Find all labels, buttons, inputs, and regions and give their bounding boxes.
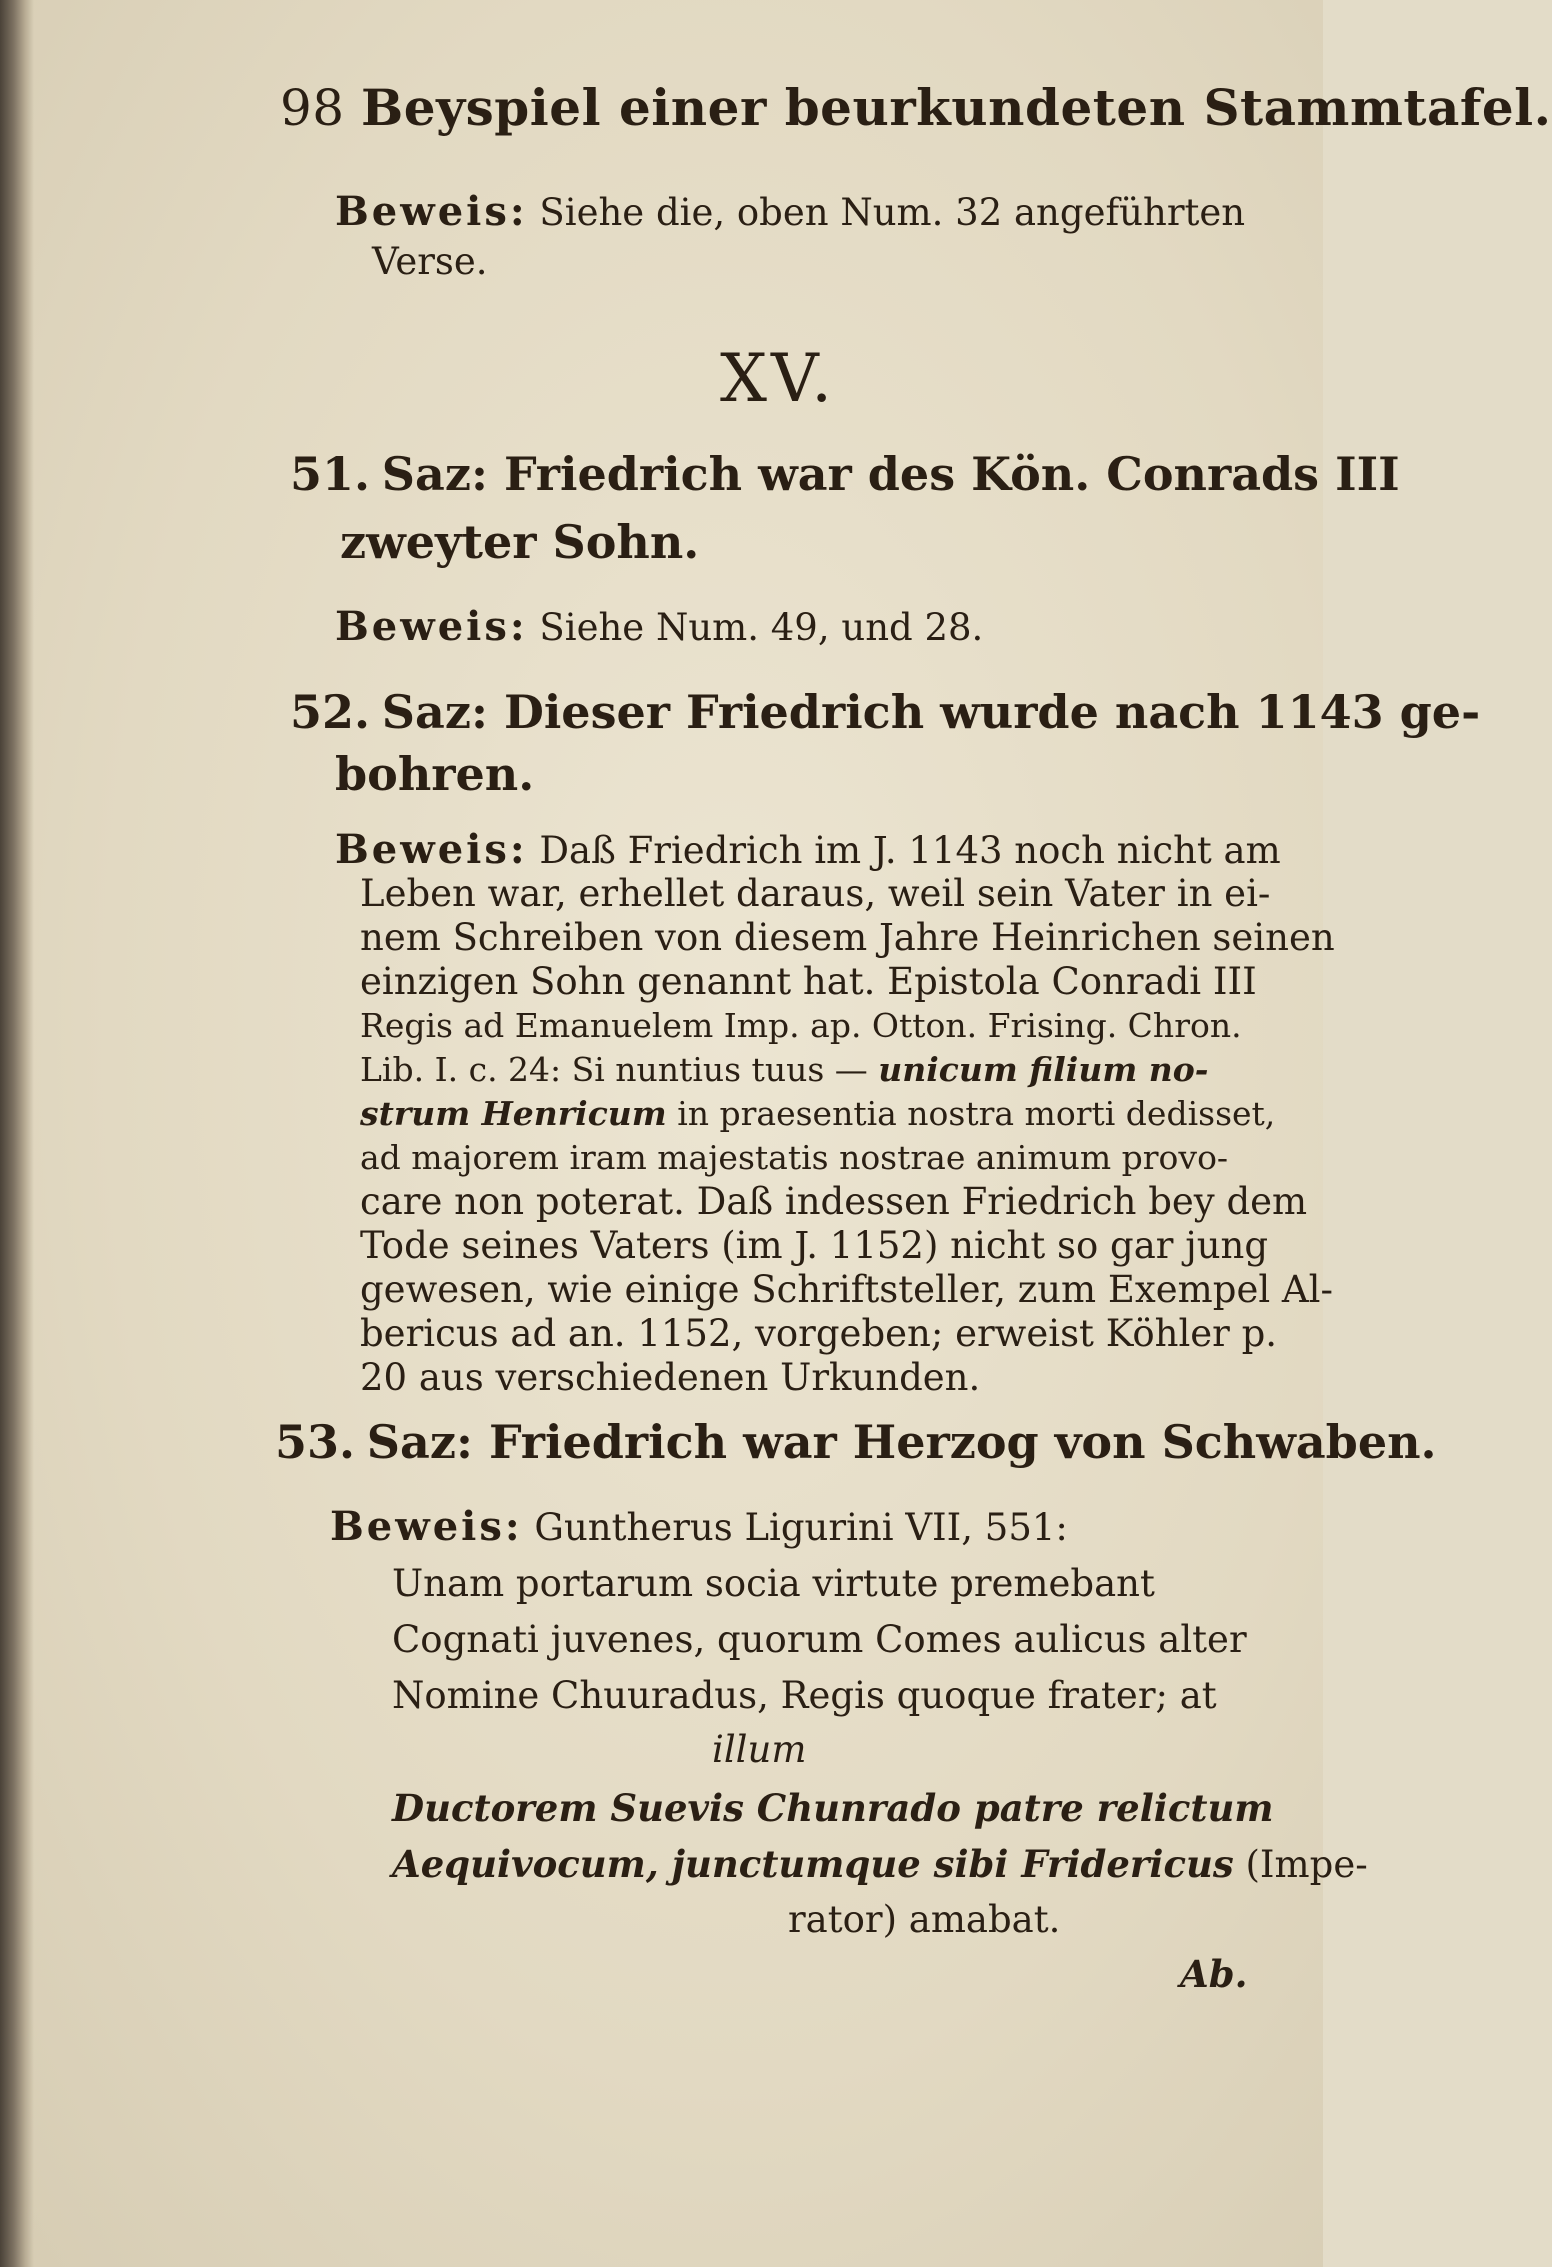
satz-title: Saz: Friedrich war Herzog von Schwaben. xyxy=(366,1415,1437,1469)
verse-line-italic: Ductorem Suevis Chunrado patre relictum xyxy=(392,1786,1274,1830)
verse-line-mixed xyxy=(392,1842,1368,1887)
satz-53-title xyxy=(275,1415,1437,1469)
proof-line: care non poterat. Daß indessen Friedrich bey dem xyxy=(360,1180,1308,1223)
intro-line-1: Siehe die, oben Num. 32 angeführten xyxy=(539,191,1246,234)
catchword: Ab. xyxy=(1180,1952,1248,1996)
proof-label: Beweis: xyxy=(335,603,528,650)
intro-proof-line xyxy=(335,190,1245,235)
satz-53-proof xyxy=(330,1505,1068,1550)
satz-number: 53. xyxy=(275,1415,356,1469)
proof-text: Siehe Num. 49, und 28. xyxy=(539,606,984,649)
proof-italic: unicum filium no- xyxy=(878,1050,1209,1089)
proof-text: Lib. I. c. 24: Si nuntius tuus — xyxy=(360,1050,868,1089)
proof-text: Guntherus Ligurini VII, 551: xyxy=(534,1506,1068,1549)
intro-line-2: Verse. xyxy=(372,240,488,283)
satz-52-proof-first xyxy=(335,828,1281,873)
section-heading: XV. xyxy=(720,340,837,417)
proof-line: bericus ad an. 1152, vorgeben; erweist Köhler p. xyxy=(360,1312,1278,1355)
verse-line: rator) amabat. xyxy=(788,1898,1061,1941)
proof-line: gewesen, wie einige Schriftsteller, zum Exempel Al- xyxy=(360,1268,1333,1311)
proof-label: Beweis: xyxy=(335,826,528,873)
proof-line: einzigen Sohn genannt hat. Epistola Conradi III xyxy=(360,960,1257,1003)
proof-line: Leben war, erhellet daraus, weil sein Vater in ei- xyxy=(360,872,1271,915)
verse-tail: (Impe- xyxy=(1245,1843,1368,1886)
proof-line: ad majorem iram majestatis nostrae animum provo- xyxy=(360,1138,1229,1177)
satz-title: Saz: Friedrich war des Kön. Conrads III xyxy=(381,447,1400,501)
verse-italic: Aequivocum, junctumque sibi Fridericus xyxy=(392,1842,1234,1886)
proof-label: Beweis: xyxy=(335,188,528,235)
page-number: 98 xyxy=(280,79,345,137)
verse-line: Cognati juvenes, quorum Comes aulicus alter xyxy=(392,1618,1247,1661)
satz-52-title-line2: bohren. xyxy=(335,747,535,801)
book-spine-shadow xyxy=(0,0,34,2267)
proof-line-with-italic xyxy=(360,1048,1208,1092)
proof-line: Tode seines Vaters (im J. 1152) nicht so gar jung xyxy=(360,1224,1269,1267)
proof-label: Beweis: xyxy=(330,1503,523,1550)
proof-line-with-italic xyxy=(360,1092,1275,1136)
verse-line: Nomine Chuuradus, Regis quoque frater; at xyxy=(392,1674,1217,1717)
proof-text: in praesentia nostra morti dedisset, xyxy=(677,1094,1276,1133)
proof-line: Regis ad Emanuelem Imp. ap. Otton. Frising. Chron. xyxy=(360,1006,1242,1045)
proof-text: Daß Friedrich im J. 1143 noch nicht am xyxy=(539,829,1281,872)
proof-line: nem Schreiben von diesem Jahre Heinrichen seinen xyxy=(360,916,1335,959)
satz-title: Saz: Dieser Friedrich wurde nach 1143 ge- xyxy=(381,685,1481,739)
satz-number: 52. xyxy=(290,685,371,739)
page-header xyxy=(280,78,1552,137)
verse-line-italic: illum xyxy=(712,1728,807,1771)
proof-line: 20 aus verschiedenen Urkunden. xyxy=(360,1356,981,1399)
satz-51-title xyxy=(290,447,1400,501)
running-title: Beyspiel einer beurkundeten Stammtafel. xyxy=(361,78,1552,137)
satz-52-title xyxy=(290,685,1481,739)
proof-italic: strum Henricum xyxy=(360,1094,667,1133)
satz-number: 51. xyxy=(290,447,371,501)
satz-51-title-line2: zweyter Sohn. xyxy=(340,515,700,569)
verse-line: Unam portarum socia virtute premebant xyxy=(392,1562,1155,1605)
satz-51-proof xyxy=(335,605,983,650)
